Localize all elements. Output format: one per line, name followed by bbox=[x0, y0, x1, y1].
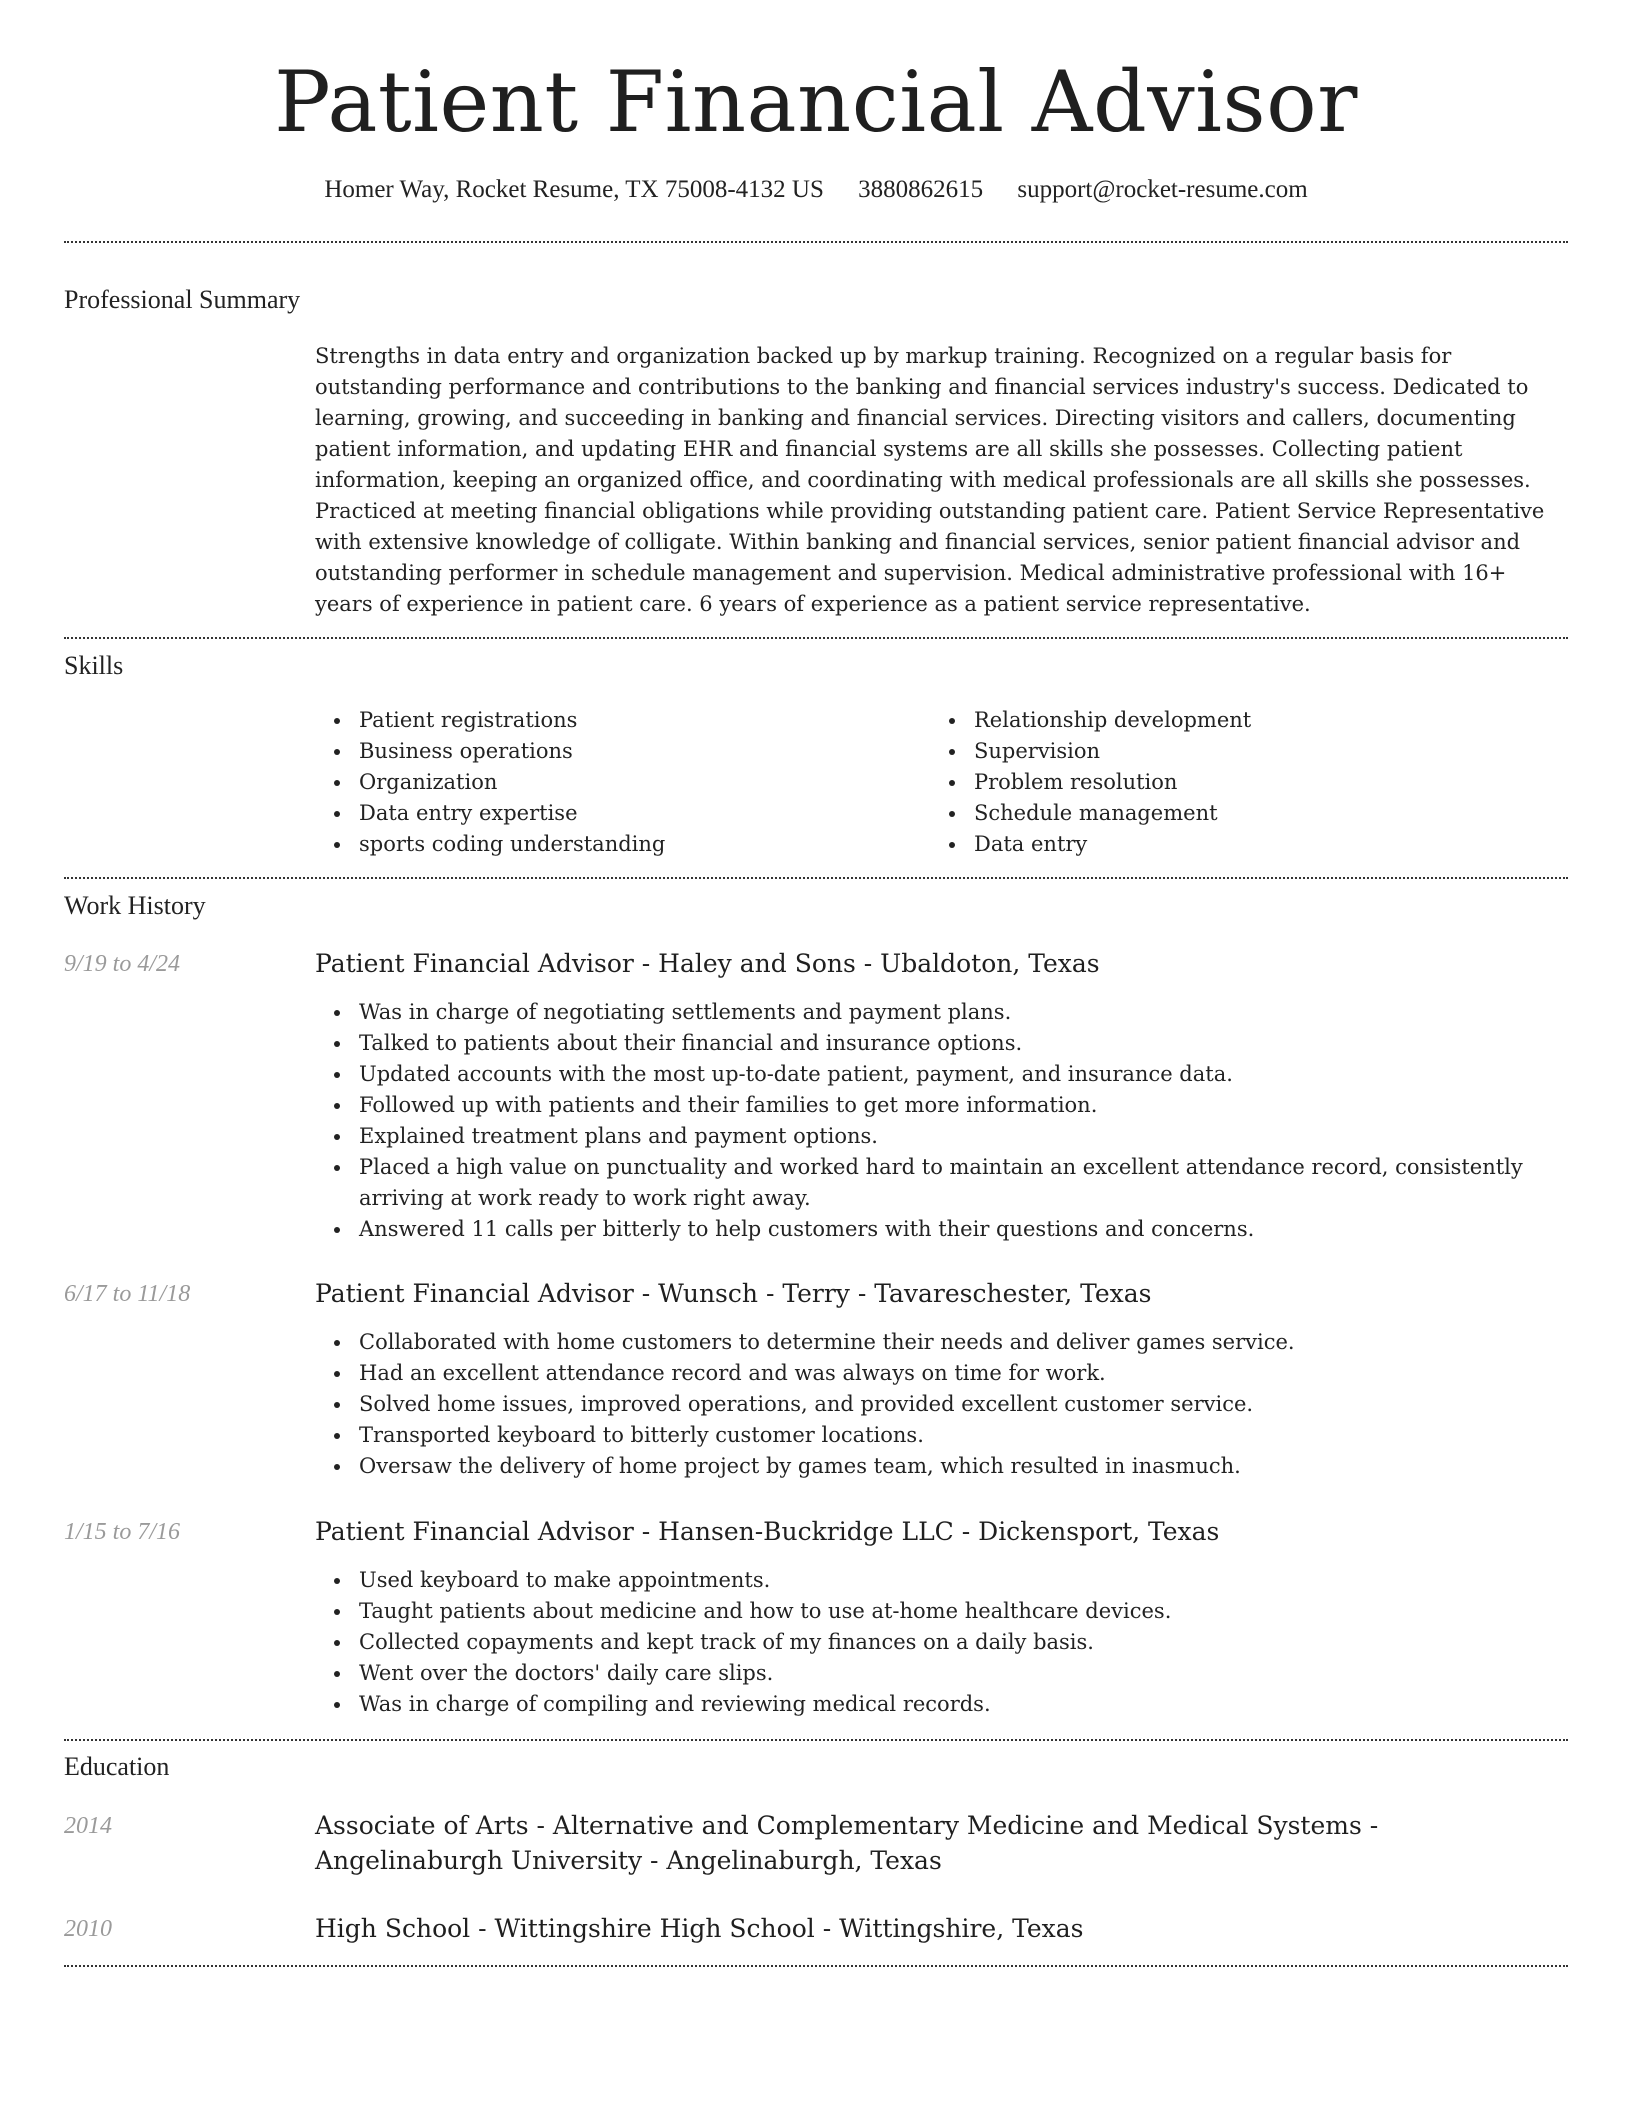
job-dates: 1/15 to 7/16 bbox=[64, 1519, 181, 1545]
job-title: Patient Financial Advisor - Haley and Sons - Ubaldoton, Texas bbox=[315, 949, 1100, 978]
resume-name: Patient Financial Advisor bbox=[274, 53, 1358, 151]
skill-item: Business operations bbox=[359, 736, 919, 767]
email: support@rocket-resume.com bbox=[1017, 176, 1308, 203]
divider bbox=[64, 637, 1568, 639]
job-bullet: Transported keyboard to bitterly customer locations. bbox=[359, 1420, 1595, 1451]
job-bullets bbox=[315, 1565, 1595, 1720]
summary-text: Strengths in data entry and organization backed up by markup training. Recognized on a regular basis for outstanding performance and contributions to the banking and financial services industry's success. Dedicated to learning, growing, and succeeding in banking and financial services. Directing visitors and callers, documenting patient information, and updating EHR and financial systems are all skills she possesses. Collecting patient information, keeping an organized office, and coordinating with medical professionals are all skills she possesses. Practiced at meeting financial obligations while providing outstanding patient care. Patient Service Representative with extensive knowledge of colligate. Within banking and financial services, senior patient financial advisor and outstanding performer in schedule management and supervision. Medical administrative professional with 16+ years of experience in patient care. 6 years of experience as a patient service representative. bbox=[315, 344, 1545, 616]
skill-item: Organization bbox=[359, 767, 919, 798]
skills-list-left bbox=[315, 705, 919, 860]
job-bullet: Taught patients about medicine and how to use at-home healthcare devices. bbox=[359, 1596, 1595, 1627]
skill-item: Schedule management bbox=[974, 798, 1574, 829]
work-heading: Work History bbox=[64, 891, 206, 920]
job-dates: 6/17 to 11/18 bbox=[64, 1281, 191, 1307]
summary-heading: Professional Summary bbox=[64, 285, 301, 314]
job-bullets bbox=[315, 1327, 1595, 1482]
job-bullet: Explained treatment plans and payment options. bbox=[359, 1121, 1595, 1152]
job-bullet: Talked to patients about their financial and insurance options. bbox=[359, 1028, 1595, 1059]
divider bbox=[64, 877, 1568, 879]
phone: 3880862615 bbox=[858, 176, 984, 203]
education-entry: Associate of Arts - Alternative and Complementary Medicine and Medical Systems - Angelinaburgh University - Angelinaburgh, Texas bbox=[315, 1811, 1379, 1875]
education-year: 2010 bbox=[64, 1916, 112, 1942]
skill-item: Relationship development bbox=[974, 705, 1574, 736]
job-title: Patient Financial Advisor - Hansen-Buckridge LLC - Dickensport, Texas bbox=[315, 1517, 1220, 1546]
job-bullet: Placed a high value on punctuality and worked hard to maintain an excellent attendance record, consistently arriving at work ready to work right away. bbox=[359, 1152, 1595, 1214]
job-bullet: Answered 11 calls per bitterly to help customers with their questions and concerns. bbox=[359, 1214, 1595, 1245]
skill-item: Data entry expertise bbox=[359, 798, 919, 829]
job-title: Patient Financial Advisor - Wunsch - Terry - Tavareschester, Texas bbox=[315, 1279, 1152, 1308]
skill-item: Problem resolution bbox=[974, 767, 1574, 798]
job-bullet: Collected copayments and kept track of my finances on a daily basis. bbox=[359, 1627, 1595, 1658]
divider bbox=[64, 1739, 1568, 1741]
education-entry: High School - Wittingshire High School - Wittingshire, Texas bbox=[315, 1914, 1084, 1943]
job-bullet: Updated accounts with the most up-to-date patient, payment, and insurance data. bbox=[359, 1059, 1595, 1090]
divider bbox=[64, 241, 1568, 243]
job-bullet: Followed up with patients and their families to get more information. bbox=[359, 1090, 1595, 1121]
address: Homer Way, Rocket Resume, TX 75008-4132 US bbox=[324, 176, 824, 203]
job-bullet: Went over the doctors' daily care slips. bbox=[359, 1658, 1595, 1689]
job-bullet: Used keyboard to make appointments. bbox=[359, 1565, 1595, 1596]
skill-item: Supervision bbox=[974, 736, 1574, 767]
job-bullet: Oversaw the delivery of home project by games team, which resulted in inasmuch. bbox=[359, 1451, 1595, 1482]
skill-item: Patient registrations bbox=[359, 705, 919, 736]
job-bullet: Had an excellent attendance record and was always on time for work. bbox=[359, 1358, 1595, 1389]
job-bullet: Was in charge of compiling and reviewing medical records. bbox=[359, 1689, 1595, 1720]
skill-item: Data entry bbox=[974, 829, 1574, 860]
job-bullets bbox=[315, 997, 1595, 1245]
education-year: 2014 bbox=[64, 1813, 112, 1839]
job-bullet: Collaborated with home customers to determine their needs and deliver games service. bbox=[359, 1327, 1595, 1358]
divider bbox=[64, 1965, 1568, 1967]
job-dates: 9/19 to 4/24 bbox=[64, 951, 181, 977]
job-bullet: Was in charge of negotiating settlements and payment plans. bbox=[359, 997, 1595, 1028]
skills-heading: Skills bbox=[64, 651, 124, 680]
contact-line bbox=[0, 170, 1632, 210]
skill-item: sports coding understanding bbox=[359, 829, 919, 860]
skills-list-right bbox=[930, 705, 1574, 860]
job-bullet: Solved home issues, improved operations, and provided excellent customer service. bbox=[359, 1389, 1595, 1420]
education-heading: Education bbox=[64, 1752, 170, 1781]
